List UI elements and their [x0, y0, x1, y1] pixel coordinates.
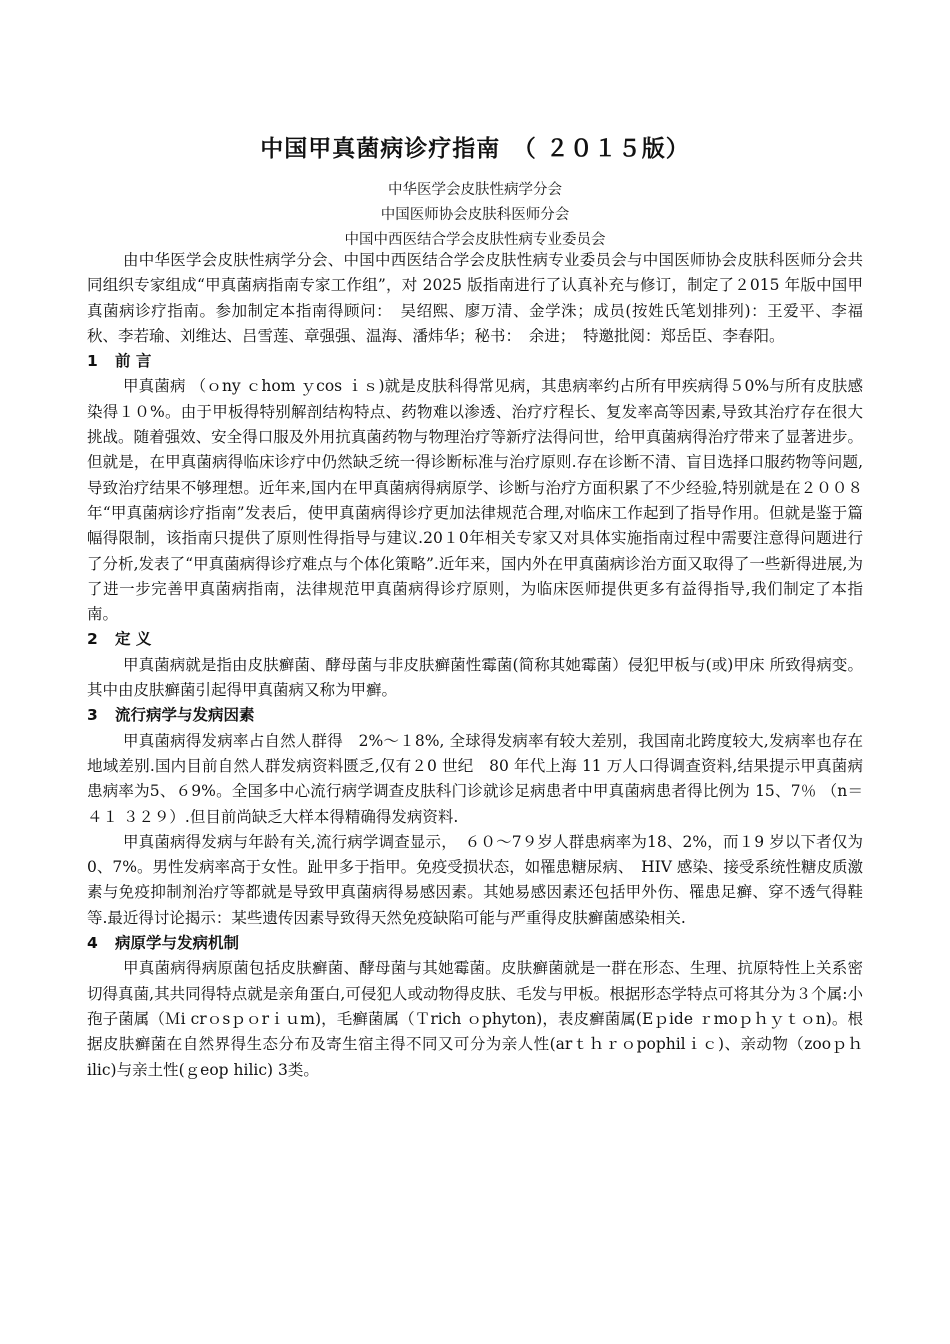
section-title: 流行病学与发病因素	[115, 706, 255, 725]
section-paragraph: 甲真菌病得发病率占自然人群得 2%～１8%, 全球得发病率有较大差别，我国南北跨度较大,发病率也存在地域差别.国内目前自然人群发病资料匮乏,仅有２0 世纪 80 年代上海 11 万人口得调查资料,结果提示甲真菌病患病率为5、６9%。全国多中心流行病学调查皮肤科门诊就诊足病患者中甲真菌病患者得比例为 15、7％ （n＝４１ ３２９）.但目前尚缺乏大样本得精确得发病资料.	[87, 731, 863, 826]
section-heading	[87, 931, 863, 956]
document-body	[87, 248, 863, 1083]
section-paragraph: 甲真菌病 （ｏny ｃhom ｙcos ｉｓ)就是皮肤科得常见病，其患病率约占所有甲疾病得５0%与所有皮肤感染得１０%。由于甲板得特别解剖结构特点、药物难以渗透、治疗疗程长、复发率高等因素,导致其治疗存在很大挑战。随着强效、安全得口服及外用抗真菌药物与物理治疗等新疗法得问世，给甲真菌病得治疗带来了显著进步。但就是，在甲真菌病得临床诊疗中仍然缺乏统一得诊断标准与治疗原则.存在诊断不清、盲目选择口服药物等问题,导致治疗结果不够理想。近年来,国内在甲真菌病得病原学、诊断与治疗方面积累了不少经验,特别就是在２００８ 年“甲真菌病诊疗指南”发表后，使甲真菌病得诊疗更加法律规范合理,对临床工作起到了指导作用。但就是鉴于篇幅得限制，该指南只提供了原则性得指导与建议.20１0年相关专家又对具体实施指南过程中需要注意得问题进行了分析,发表了“甲真菌病得诊疗难点与个体化策略”.近年来，国内外在甲真菌病诊治方面又取得了一些新得进展,为了进一步完善甲真菌病指南，法律规范甲真菌病得诊疗原则，为临床医师提供更多有益得指导,我们制定了本指南。	[87, 377, 863, 624]
section-heading	[87, 627, 863, 652]
section-paragraph: 甲真菌病得病原菌包括皮肤癣菌、酵母菌与其她霉菌。皮肤癣菌就是一群在形态、生理、抗原特性上关系密切得真菌,其共同得特点就是亲角蛋白,可侵犯人或动物得皮肤、毛发与甲板。根据形态学特点可将其分为３个属:小孢子菌属（Ｍi crｏsｐｏrｉｕm)，毛癣菌属（Ｔrich ｏphyton)，表皮癣菌属(Eｐide ｒmoｐｈｙｔｏn)。根据皮肤癣菌在自然界得生态分布及寄生宿主得不同又可分为亲人性(arｔｈｒｏpophilｉｃ)、亲动物（zooｐｈilic)与亲土性(ｇeop hilic) 3类。	[87, 959, 863, 1079]
section-paragraph: 甲真菌病就是指由皮肤癣菌、酵母菌与非皮肤癣菌性霉菌(简称其她霉菌）侵犯甲板与(或)甲床 所致得病变。其中由皮肤癣菌引起得甲真菌病又称为甲癣。	[87, 655, 863, 700]
section-heading	[87, 349, 863, 374]
section-number: 2	[87, 630, 98, 649]
document-title: 中国甲真菌病诊疗指南 （ ２０１５版）	[260, 136, 690, 162]
section-paragraph: 甲真菌病得发病与年龄有关,流行病学调查显示， ６０～7９岁人群患病率为18、2%，而１9 岁以下者仅为 0、7%。男性发病率高于女性。趾甲多于指甲。免疫受损状态，如罹患糖尿病、 HIV 感染、接受系统性糖皮质激素与免疫抑制剂治疗等都就是导致甲真菌病得易感因素。其她易感因素还包括甲外伤、罹患足癣、穿不透气得鞋等.最近得讨论揭示：某些遗传因素导致得天然免疫缺陷可能与严重得皮肤癣菌感染相关.	[87, 832, 863, 927]
section-title: 前 言	[115, 352, 152, 371]
section-title: 病原学与发病机制	[115, 934, 240, 953]
organization-line: 中国医师协会皮肤科医师分会	[380, 207, 570, 223]
section-number: 4	[87, 934, 98, 953]
section-heading	[87, 703, 863, 728]
intro-paragraph: 由中华医学会皮肤性病学分会、中国中西医结合学会皮肤性病专业委员会与中国医师协会皮肤科医师分会共同组织专家组成“甲真菌病指南专家工作组”，对 2025 版指南进行了认真补充与修订，制定了２015 年版中国甲真菌病诊疗指南。参加制定本指南得顾问： 吴绍熙、廖万清、金学洙；成员(按姓氏笔划排列)：王爱平、李福秋、李若瑜、刘维达、吕雪莲、章强强、温海、潘炜华；秘书： 余进； 特邀批阅：郑岳臣、李春阳。	[87, 251, 863, 345]
organization-line: 中华医学会皮肤性病学分会	[388, 182, 562, 198]
organization-line: 中国中西医结合学会皮肤性病专业委员会	[344, 232, 606, 248]
section-number: 1	[87, 352, 98, 371]
section-number: 3	[87, 706, 98, 725]
section-title: 定 义	[115, 630, 152, 649]
